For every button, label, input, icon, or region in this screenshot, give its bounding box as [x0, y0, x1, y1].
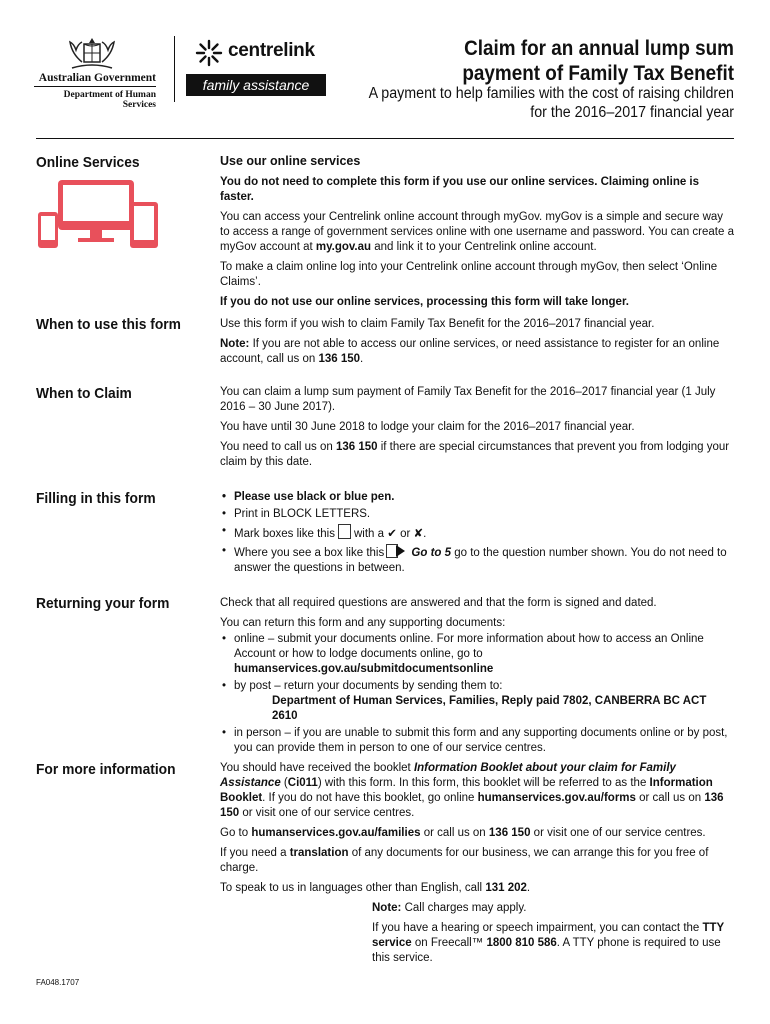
return-options-intro: You can return this form and any supporting documents: [220, 617, 506, 629]
return-online-item: • online – submit your documents online. For more information about how to access an Online Account or how to lodge documents online, go to humanservices.gov.au/submitdocumentsonline [220, 632, 735, 677]
check-required-text: Check that all required questions are answered and that the form is signed and dated. [220, 597, 657, 609]
languages-paragraph: To speak to us in languages other than English, call 131 202. [220, 882, 531, 894]
mygov-link[interactable]: my.gov.au [315, 241, 372, 253]
filling-in-heading: Filling in this form [36, 490, 156, 507]
postal-address: Department of Human Services, Families, Reply paid 7802, CANBERRA BC ACT 2610 [272, 695, 707, 722]
tty-paragraph: If you have a hearing or speech impairment, you can contact the TTY service on Freecall™ 1800 810 586. A TTY phone is required to use this service. [372, 922, 725, 964]
centrelink-star-icon [194, 38, 224, 68]
translation-paragraph: If you need a translation of any documents for our business, we can arrange this for you free of charge. [220, 847, 709, 874]
block-letters-instruction: • Print in BLOCK LETTERS. [220, 507, 735, 522]
department-name: Department of Human Services [63, 90, 156, 110]
pen-instruction: • Please use black or blue pen. [220, 490, 735, 505]
claim-period-text: You can claim a lump sum payment of Family Tax Benefit for the 2016–2017 financial year (1 July 2016 – 30 June 2017). [220, 386, 716, 413]
return-post-item: • by post – return your documents by sending them to: Department of Human Services, Families, Reply paid 7802, CANBERRA BC ACT 2610 [220, 679, 735, 724]
online-services-intro: You do not need to complete this form if you use our online services. Claiming online is faster. [220, 176, 700, 203]
online-services-content [220, 154, 735, 315]
claim-online-paragraph: To make a claim online log into your Centrelink online account through myGov, then select ‘Online Claims’. [220, 261, 718, 288]
go-to-arrow-icon [386, 544, 406, 558]
government-name: Australian Government [34, 72, 156, 87]
cross-icon: ✘ [413, 528, 424, 540]
form-title: Claim for an annual lump sum payment of Family Tax Benefit [462, 37, 734, 85]
families-paragraph: Go to humanservices.gov.au/families or call us on 136 150 or visit one of our service centres. [220, 827, 706, 839]
claim-deadline-text: You have until 30 June 2018 to lodge your claim for the 2016–2017 financial year. [220, 421, 635, 433]
special-circumstances-text: You need to call us on 136 150 if there are special circumstances that prevent you from lodging your claim by this date. [220, 441, 730, 468]
families-link[interactable]: humanservices.gov.au/families [251, 827, 421, 839]
go-to-instruction: • Where you see a box like this Go to 5 go to the question number shown. You do not need to answer the questions in between. [220, 544, 735, 576]
when-to-use-content [220, 317, 735, 372]
when-to-use-heading: When to use this form [36, 316, 181, 333]
mygov-paragraph: You can access your Centrelink online account through myGov. myGov is a simple and secure way to access a range of government services online with one username and password. You can create a myGov account at my.gov.au and link it to your Centrelink online account. [220, 211, 734, 253]
more-info-content [220, 761, 735, 971]
online-services-subheading: Use our online services [220, 154, 361, 168]
centrelink-wordmark: centrelink [228, 40, 315, 61]
tick-icon: ✔ [387, 528, 397, 540]
devices-icon [34, 178, 158, 252]
when-to-claim-content [220, 385, 735, 475]
when-to-use-note: Note: If you are not able to access our online services, or need assistance to register for an online account, call us on 136 150. [220, 338, 720, 365]
family-assistance-banner: family assistance [186, 74, 326, 96]
form-code: FA048.1707 [36, 978, 80, 987]
booklet-paragraph: You should have received the booklet Information Booklet about your claim for Family Assistance (Ci011) with this form. In this form, this booklet will be referred to as the Information Booklet. If you do not have this booklet, go online humanservices.gov.au/forms or call us on 136 150 or visit one of our service centres. [220, 762, 724, 819]
when-to-claim-heading: When to Claim [36, 385, 132, 402]
forms-link[interactable]: humanservices.gov.au/forms [477, 792, 636, 804]
coat-of-arms-icon [62, 34, 122, 74]
mark-boxes-instruction: • Mark boxes like this with a ✔ or ✘. [220, 524, 735, 542]
processing-warning: If you do not use our online services, processing this form will take longer. [220, 296, 629, 308]
call-charges-note: Note: Call charges may apply. [372, 902, 527, 914]
header-rule [36, 138, 734, 139]
submit-documents-link[interactable]: humanservices.gov.au/submitdocumentsonline [234, 663, 494, 675]
online-services-heading: Online Services [36, 154, 140, 171]
returning-heading: Returning your form [36, 595, 170, 612]
filling-in-content [220, 490, 735, 578]
more-info-heading: For more information [36, 761, 176, 778]
form-subtitle: A payment to help families with the cost of raising children for the 2016–2017 financial year [368, 85, 734, 121]
returning-content [220, 596, 735, 758]
when-to-use-text: Use this form if you wish to claim Family Tax Benefit for the 2016–2017 financial year. [220, 318, 655, 330]
header-divider [174, 36, 175, 102]
return-in-person-item: • in person – if you are unable to submit this form and any supporting documents online or by post, you can provide them in person to one of our service centres. [220, 726, 735, 756]
sample-checkbox [338, 524, 351, 539]
